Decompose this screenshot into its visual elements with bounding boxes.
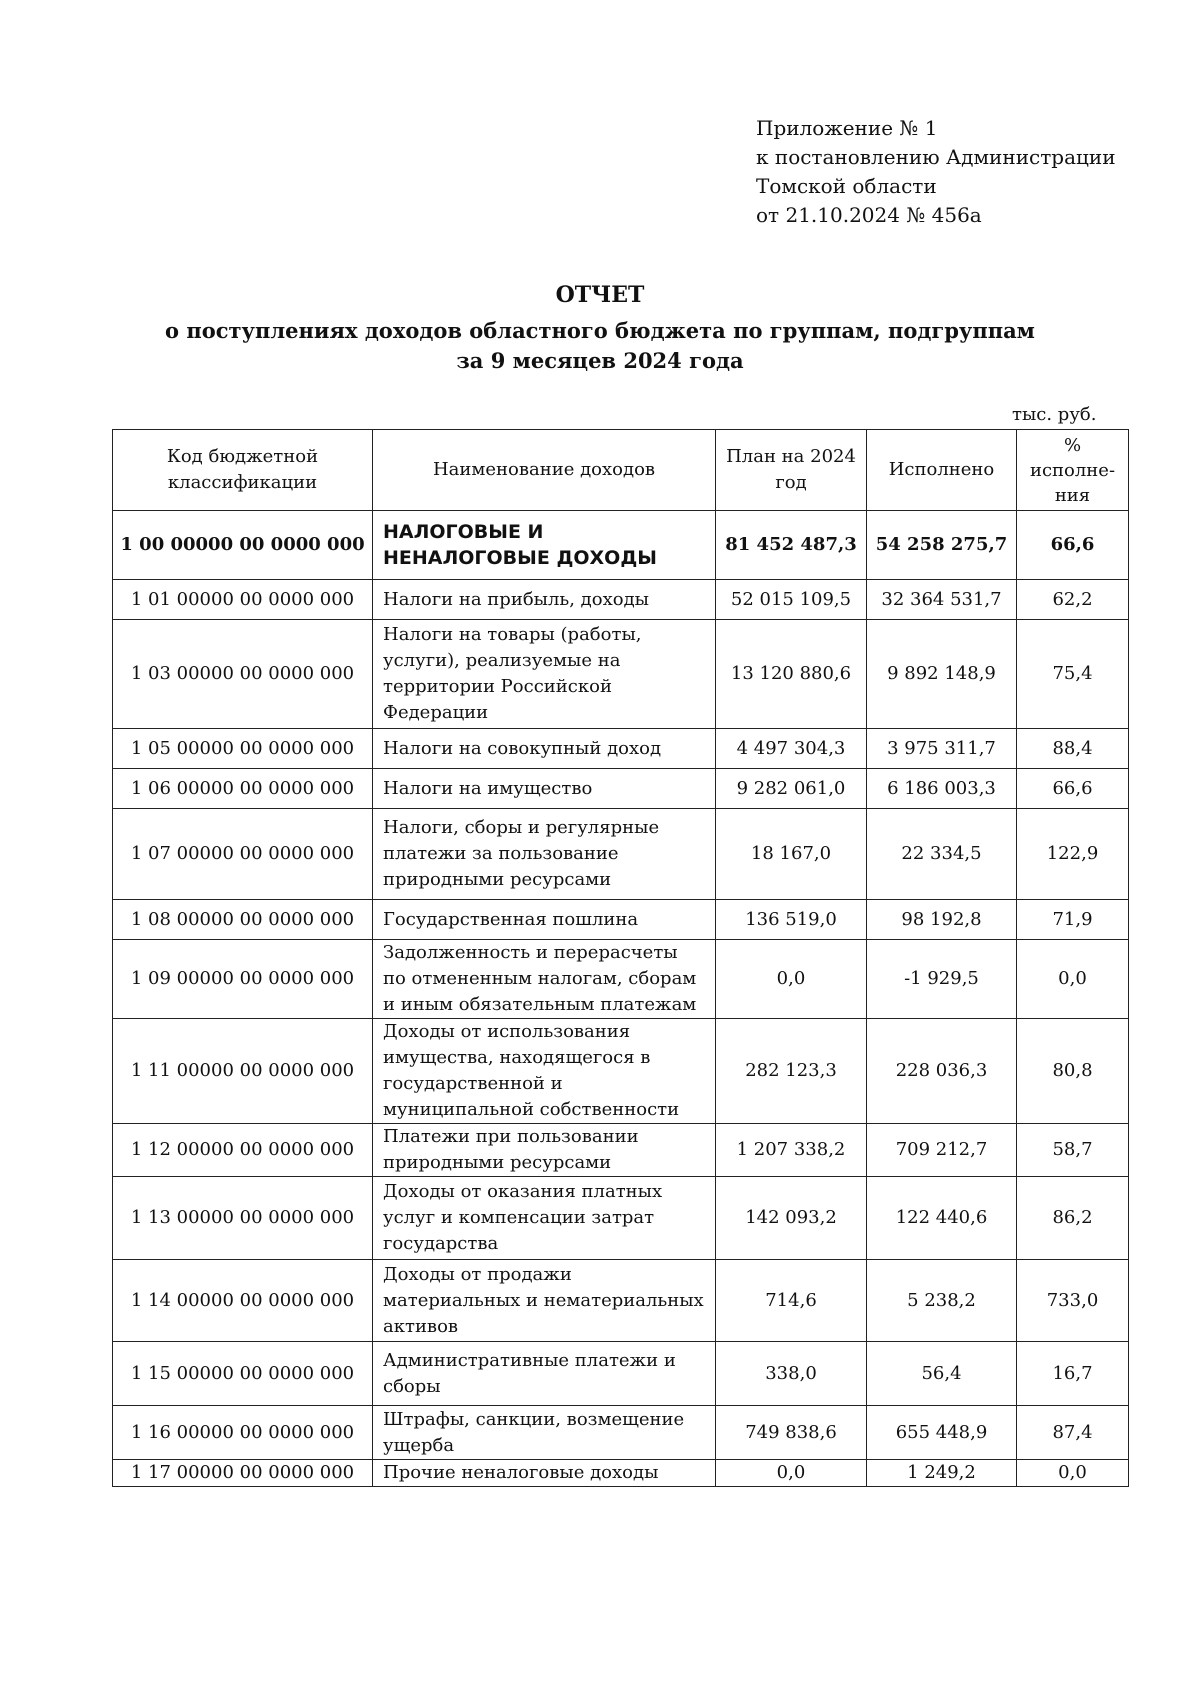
revenue-name-cell: Налоги на прибыль, доходы [373, 580, 716, 620]
document-title: ОТЧЕТ [555, 282, 645, 308]
header-done: Исполнено [867, 430, 1017, 511]
table-row [113, 620, 1129, 729]
executed-cell: 32 364 531,7 [867, 580, 1017, 620]
executed-cell: 22 334,5 [867, 809, 1017, 900]
budget-code-cell: 1 14 00000 00 0000 000 [113, 1260, 373, 1342]
revenue-name-cell: Прочие неналоговые доходы [373, 1460, 716, 1487]
percent-cell: 88,4 [1017, 729, 1129, 769]
budget-code-cell: 1 17 00000 00 0000 000 [113, 1460, 373, 1487]
executed-cell: 228 036,3 [867, 1019, 1017, 1124]
percent-cell: 66,6 [1017, 769, 1129, 809]
appendix-block [756, 114, 1116, 230]
plan-cell: 0,0 [716, 1460, 867, 1487]
revenue-name-cell: Доходы от продажи материальных и нематериальных активов [373, 1260, 716, 1342]
plan-cell: 714,6 [716, 1260, 867, 1342]
executed-cell: 709 212,7 [867, 1124, 1017, 1177]
revenue-name-cell: Налоги на имущество [373, 769, 716, 809]
revenue-name-cell: Доходы от использования имущества, находящегося в государственной и муниципальной собственности [373, 1019, 716, 1124]
table-row [113, 511, 1129, 580]
percent-cell: 16,7 [1017, 1342, 1129, 1406]
appendix-line: Приложение № 1 [756, 116, 938, 140]
table-row [113, 940, 1129, 1019]
table-row [113, 769, 1129, 809]
executed-cell: 3 975 311,7 [867, 729, 1017, 769]
appendix-line: к постановлению Администрации [756, 145, 1116, 169]
revenue-table [112, 429, 1129, 1487]
percent-cell: 58,7 [1017, 1124, 1129, 1177]
revenue-name-cell: Задолженность и перерасчеты по отмененным налогам, сборам и иным обязательным платежам [373, 940, 716, 1019]
plan-cell: 0,0 [716, 940, 867, 1019]
revenue-name-cell: Налоги, сборы и регулярные платежи за пользование природными ресурсами [373, 809, 716, 900]
units-label: тыс. руб. [1012, 404, 1097, 425]
percent-cell: 86,2 [1017, 1177, 1129, 1260]
executed-cell: 655 448,9 [867, 1406, 1017, 1460]
budget-code-cell: 1 15 00000 00 0000 000 [113, 1342, 373, 1406]
executed-cell: 6 186 003,3 [867, 769, 1017, 809]
executed-cell: 5 238,2 [867, 1260, 1017, 1342]
revenue-name-cell: Доходы от оказания платных услуг и компенсации затрат государства [373, 1177, 716, 1260]
plan-cell: 749 838,6 [716, 1406, 867, 1460]
table-row [113, 1342, 1129, 1406]
table-row [113, 809, 1129, 900]
plan-cell: 282 123,3 [716, 1019, 867, 1124]
percent-cell: 62,2 [1017, 580, 1129, 620]
revenue-name-cell: Налоги на совокупный доход [373, 729, 716, 769]
table-row [113, 729, 1129, 769]
executed-cell: 98 192,8 [867, 900, 1017, 940]
budget-code-cell: 1 01 00000 00 0000 000 [113, 580, 373, 620]
percent-cell: 80,8 [1017, 1019, 1129, 1124]
header-percent: % исполне-ния [1017, 430, 1129, 511]
revenue-name-cell: Штрафы, санкции, возмещение ущерба [373, 1406, 716, 1460]
percent-cell: 733,0 [1017, 1260, 1129, 1342]
table-header-row [113, 430, 1129, 511]
plan-cell: 142 093,2 [716, 1177, 867, 1260]
table-row [113, 1019, 1129, 1124]
appendix-line: Томской области [756, 174, 937, 198]
budget-code-cell: 1 06 00000 00 0000 000 [113, 769, 373, 809]
table-row [113, 1177, 1129, 1260]
percent-cell: 122,9 [1017, 809, 1129, 900]
header-plan: План на 2024 год [716, 430, 867, 511]
plan-cell: 1 207 338,2 [716, 1124, 867, 1177]
budget-code-cell: 1 08 00000 00 0000 000 [113, 900, 373, 940]
budget-code-cell: 1 05 00000 00 0000 000 [113, 729, 373, 769]
table-row [113, 900, 1129, 940]
budget-code-cell: 1 03 00000 00 0000 000 [113, 620, 373, 729]
table-row [113, 1406, 1129, 1460]
revenue-name-cell: НАЛОГОВЫЕ И НЕНАЛОГОВЫЕ ДОХОДЫ [373, 511, 716, 580]
plan-cell: 4 497 304,3 [716, 729, 867, 769]
plan-cell: 13 120 880,6 [716, 620, 867, 729]
executed-cell: 9 892 148,9 [867, 620, 1017, 729]
appendix-line: от 21.10.2024 № 456а [756, 203, 982, 227]
table-body [113, 511, 1129, 1487]
header-name: Наименование доходов [373, 430, 716, 511]
document-subtitle: о поступлениях доходов областного бюджета по группам, подгруппам [165, 318, 1035, 343]
revenue-name-cell: Платежи при пользовании природными ресурсами [373, 1124, 716, 1177]
header-code: Код бюджетной классификации [113, 430, 373, 511]
plan-cell: 9 282 061,0 [716, 769, 867, 809]
executed-cell: -1 929,5 [867, 940, 1017, 1019]
budget-code-cell: 1 07 00000 00 0000 000 [113, 809, 373, 900]
budget-code-cell: 1 12 00000 00 0000 000 [113, 1124, 373, 1177]
percent-cell: 0,0 [1017, 1460, 1129, 1487]
budget-code-cell: 1 00 00000 00 0000 000 [113, 511, 373, 580]
revenue-name-cell: Налоги на товары (работы, услуги), реализуемые на территории Российской Федерации [373, 620, 716, 729]
executed-cell: 54 258 275,7 [867, 511, 1017, 580]
percent-cell: 87,4 [1017, 1406, 1129, 1460]
percent-cell: 75,4 [1017, 620, 1129, 729]
table-row [113, 1260, 1129, 1342]
plan-cell: 18 167,0 [716, 809, 867, 900]
plan-cell: 81 452 487,3 [716, 511, 867, 580]
plan-cell: 338,0 [716, 1342, 867, 1406]
table-row [113, 1460, 1129, 1487]
budget-code-cell: 1 11 00000 00 0000 000 [113, 1019, 373, 1124]
percent-cell: 71,9 [1017, 900, 1129, 940]
percent-cell: 0,0 [1017, 940, 1129, 1019]
budget-code-cell: 1 16 00000 00 0000 000 [113, 1406, 373, 1460]
document-period: за 9 месяцев 2024 года [456, 348, 744, 373]
executed-cell: 56,4 [867, 1342, 1017, 1406]
table-row [113, 580, 1129, 620]
executed-cell: 1 249,2 [867, 1460, 1017, 1487]
percent-cell: 66,6 [1017, 511, 1129, 580]
revenue-name-cell: Государственная пошлина [373, 900, 716, 940]
executed-cell: 122 440,6 [867, 1177, 1017, 1260]
revenue-name-cell: Административные платежи и сборы [373, 1342, 716, 1406]
plan-cell: 52 015 109,5 [716, 580, 867, 620]
plan-cell: 136 519,0 [716, 900, 867, 940]
budget-code-cell: 1 13 00000 00 0000 000 [113, 1177, 373, 1260]
budget-code-cell: 1 09 00000 00 0000 000 [113, 940, 373, 1019]
table-row [113, 1124, 1129, 1177]
